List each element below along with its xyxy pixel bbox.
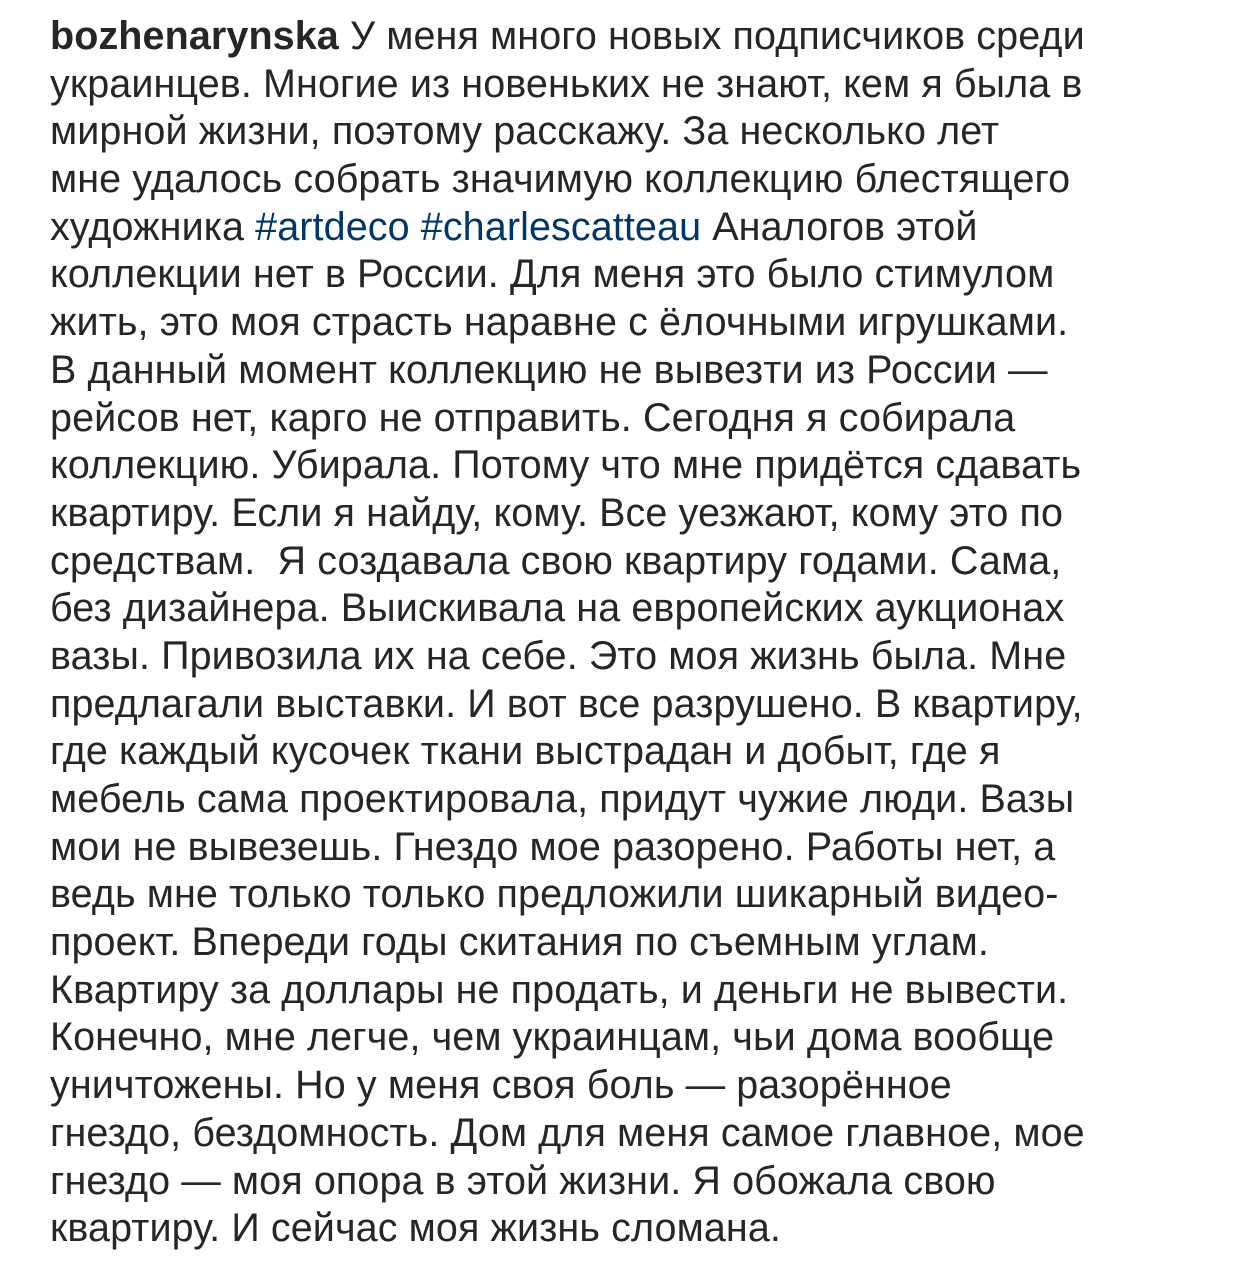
caption-line: уничтожены. Но у меня своя боль — разорённое [50, 1063, 952, 1108]
caption-line: средствам. Я создавала свою квартиру годами. Сама, [50, 538, 1062, 583]
caption-line: вазы. Привозила их на себе. Это моя жизнь была. Мне [50, 633, 1067, 678]
caption-line: квартиру. И сейчас моя жизнь сломана. [50, 1206, 781, 1251]
caption-line: мирной жизни, поэтому расскажу. За несколько лет [50, 109, 1000, 154]
caption-line: жить, это моя страсть наравне с ёлочными игрушками. [50, 300, 1069, 345]
username-link[interactable]: bozhenarynska [50, 14, 339, 58]
caption-line [50, 13, 1210, 61]
hashtag-charlescatteau-link[interactable]: #charlescatteau [420, 204, 702, 249]
caption-text: У меня много новых подписчиков среди [338, 14, 1085, 58]
caption-line: украинцев. Многие из новеньких не знают, кем я была в [50, 61, 1083, 106]
caption-text: художника [50, 204, 256, 249]
caption-text [410, 205, 421, 249]
caption-line: предлагали выставки. И вот все разрушено. В квартиру, [50, 681, 1083, 726]
caption-line: гнездо, бездомность. Дом для меня самое главное, мое [50, 1110, 1085, 1155]
caption-line: гнездо — моя опора в этой жизни. Я обожала свою [50, 1158, 996, 1203]
caption-line: где каждый кусочек ткани выстрадан и добыт, где я [50, 729, 1001, 774]
caption-line [50, 204, 1210, 252]
caption-line: квартиру. Если я найду, кому. Все уезжают, кому это по [50, 490, 1064, 535]
caption-line: ведь мне только только предложили шикарный видео- [50, 872, 1059, 917]
caption-line: Конечно, мне легче, чем украинцам, чьи дома вообще [50, 1015, 1055, 1060]
caption-line: Квартиру за доллары не продать, и деньги не вывести. [50, 967, 1069, 1012]
caption-line: рейсов нет, карго не отправить. Сегодня я собирала [50, 395, 1016, 440]
caption-line: мне удалось собрать значимую коллекцию блестящего [50, 157, 1071, 202]
post-caption [50, 13, 1210, 1253]
hashtag-artdeco-link[interactable]: #artdeco [255, 204, 410, 249]
caption-line: проект. Впереди годы скитания по съемным углам. [50, 920, 989, 965]
caption-line: без дизайнера. Выискивала на европейских аукционах [50, 586, 1065, 631]
caption-text: Аналогов этой [701, 204, 978, 249]
caption-line: коллекцию. Убирала. Потому что мне придётся сдавать [50, 443, 1082, 488]
caption-line: мебель сама проектировала, придут чужие люди. Вазы [50, 777, 1075, 821]
caption-line: В данный момент коллекцию не вывезти из России — [50, 347, 1048, 392]
caption-line: мои не вывезешь. Гнездо мое разорено. Работы нет, а [50, 824, 1056, 869]
caption-line: коллекции нет в России. Для меня это было стимулом [50, 252, 1055, 297]
